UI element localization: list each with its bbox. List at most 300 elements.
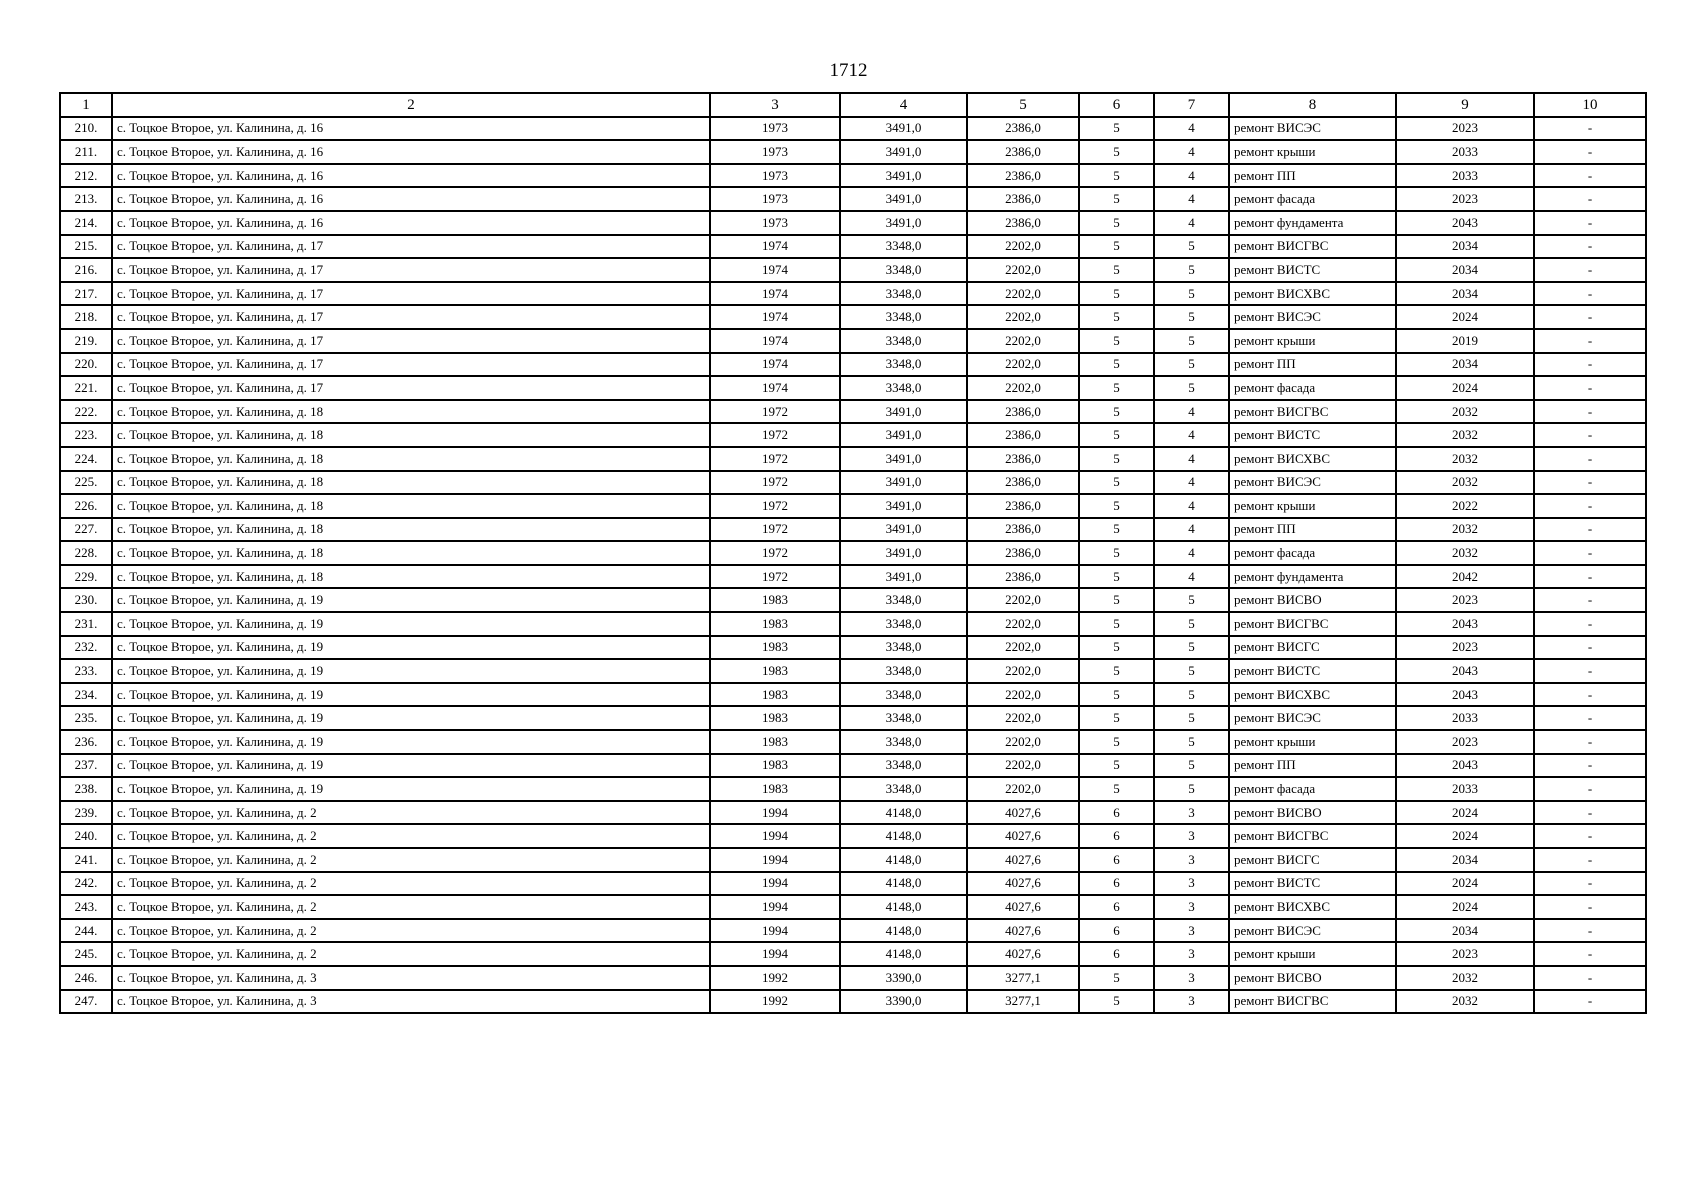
planned-year-cell: 2034: [1396, 235, 1534, 259]
note-cell: -: [1534, 494, 1646, 518]
note-cell: -: [1534, 353, 1646, 377]
work-type-cell: ремонт крыши: [1229, 942, 1396, 966]
living-area-cell: 2202,0: [967, 353, 1079, 377]
address-cell: с. Тоцкое Второе, ул. Калинина, д. 2: [112, 824, 710, 848]
living-area-cell: 2202,0: [967, 258, 1079, 282]
entrances-cell: 4: [1154, 494, 1229, 518]
work-type-cell: ремонт ПП: [1229, 164, 1396, 188]
table-row: [60, 777, 1646, 801]
table-row: [60, 494, 1646, 518]
note-cell: -: [1534, 895, 1646, 919]
entrances-cell: 4: [1154, 187, 1229, 211]
build-year-cell: 1972: [710, 447, 840, 471]
table-row: [60, 612, 1646, 636]
work-type-cell: ремонт фасада: [1229, 777, 1396, 801]
total-area-cell: 3491,0: [840, 447, 967, 471]
note-cell: -: [1534, 942, 1646, 966]
note-cell: -: [1534, 824, 1646, 848]
floors-cell: 5: [1079, 754, 1154, 778]
work-type-cell: ремонт ВИСВО: [1229, 588, 1396, 612]
total-area-cell: 3348,0: [840, 683, 967, 707]
total-area-cell: 4148,0: [840, 942, 967, 966]
row-number-cell: 243.: [60, 895, 112, 919]
note-cell: -: [1534, 683, 1646, 707]
planned-year-cell: 2024: [1396, 801, 1534, 825]
work-type-cell: ремонт ВИСВО: [1229, 966, 1396, 990]
build-year-cell: 1974: [710, 353, 840, 377]
table-row: [60, 305, 1646, 329]
floors-cell: 5: [1079, 400, 1154, 424]
note-cell: -: [1534, 919, 1646, 943]
row-number-cell: 247.: [60, 990, 112, 1014]
entrances-cell: 4: [1154, 565, 1229, 589]
row-number-cell: 246.: [60, 966, 112, 990]
work-type-cell: ремонт фундамента: [1229, 565, 1396, 589]
address-cell: с. Тоцкое Второе, ул. Калинина, д. 19: [112, 706, 710, 730]
address-cell: с. Тоцкое Второе, ул. Калинина, д. 17: [112, 282, 710, 306]
row-number-cell: 225.: [60, 471, 112, 495]
column-header: 7: [1154, 93, 1229, 117]
work-type-cell: ремонт ВИСЭС: [1229, 471, 1396, 495]
planned-year-cell: 2032: [1396, 518, 1534, 542]
row-number-cell: 238.: [60, 777, 112, 801]
total-area-cell: 3348,0: [840, 612, 967, 636]
row-number-cell: 231.: [60, 612, 112, 636]
row-number-cell: 230.: [60, 588, 112, 612]
living-area-cell: 2202,0: [967, 376, 1079, 400]
total-area-cell: 3348,0: [840, 636, 967, 660]
note-cell: -: [1534, 730, 1646, 754]
row-number-cell: 215.: [60, 235, 112, 259]
planned-year-cell: 2033: [1396, 140, 1534, 164]
floors-cell: 5: [1079, 966, 1154, 990]
note-cell: -: [1534, 305, 1646, 329]
living-area-cell: 2202,0: [967, 706, 1079, 730]
row-number-cell: 236.: [60, 730, 112, 754]
living-area-cell: 2202,0: [967, 777, 1079, 801]
note-cell: -: [1534, 966, 1646, 990]
build-year-cell: 1974: [710, 258, 840, 282]
entrances-cell: 5: [1154, 258, 1229, 282]
table-row: [60, 140, 1646, 164]
row-number-cell: 218.: [60, 305, 112, 329]
build-year-cell: 1994: [710, 895, 840, 919]
build-year-cell: 1973: [710, 117, 840, 141]
floors-cell: 5: [1079, 282, 1154, 306]
column-header: 10: [1534, 93, 1646, 117]
build-year-cell: 1994: [710, 872, 840, 896]
build-year-cell: 1983: [710, 754, 840, 778]
address-cell: с. Тоцкое Второе, ул. Калинина, д. 19: [112, 754, 710, 778]
note-cell: -: [1534, 140, 1646, 164]
living-area-cell: 2202,0: [967, 588, 1079, 612]
note-cell: -: [1534, 376, 1646, 400]
table-row: [60, 683, 1646, 707]
work-type-cell: ремонт фундамента: [1229, 211, 1396, 235]
row-number-cell: 239.: [60, 801, 112, 825]
row-number-cell: 217.: [60, 282, 112, 306]
page-number: 1712: [829, 60, 868, 81]
total-area-cell: 3348,0: [840, 353, 967, 377]
row-number-cell: 212.: [60, 164, 112, 188]
build-year-cell: 1972: [710, 471, 840, 495]
floors-cell: 5: [1079, 588, 1154, 612]
build-year-cell: 1992: [710, 966, 840, 990]
note-cell: -: [1534, 872, 1646, 896]
address-cell: с. Тоцкое Второе, ул. Калинина, д. 18: [112, 423, 710, 447]
planned-year-cell: 2024: [1396, 824, 1534, 848]
planned-year-cell: 2034: [1396, 919, 1534, 943]
build-year-cell: 1983: [710, 706, 840, 730]
table-row: [60, 659, 1646, 683]
total-area-cell: 3390,0: [840, 990, 967, 1014]
row-number-cell: 245.: [60, 942, 112, 966]
build-year-cell: 1994: [710, 942, 840, 966]
planned-year-cell: 2043: [1396, 683, 1534, 707]
column-header: 5: [967, 93, 1079, 117]
row-number-cell: 228.: [60, 541, 112, 565]
note-cell: -: [1534, 565, 1646, 589]
address-cell: с. Тоцкое Второе, ул. Калинина, д. 19: [112, 588, 710, 612]
address-cell: с. Тоцкое Второе, ул. Калинина, д. 2: [112, 942, 710, 966]
total-area-cell: 3348,0: [840, 376, 967, 400]
note-cell: -: [1534, 117, 1646, 141]
work-type-cell: ремонт ПП: [1229, 353, 1396, 377]
floors-cell: 5: [1079, 235, 1154, 259]
work-type-cell: ремонт ВИСВО: [1229, 801, 1396, 825]
build-year-cell: 1983: [710, 636, 840, 660]
floors-cell: 5: [1079, 683, 1154, 707]
floors-cell: 5: [1079, 117, 1154, 141]
address-cell: с. Тоцкое Второе, ул. Калинина, д. 18: [112, 541, 710, 565]
work-type-cell: ремонт крыши: [1229, 730, 1396, 754]
entrances-cell: 5: [1154, 683, 1229, 707]
table-row: [60, 164, 1646, 188]
address-cell: с. Тоцкое Второе, ул. Калинина, д. 19: [112, 730, 710, 754]
entrances-cell: 4: [1154, 117, 1229, 141]
floors-cell: 5: [1079, 518, 1154, 542]
living-area-cell: 4027,6: [967, 895, 1079, 919]
table-row: [60, 376, 1646, 400]
work-type-cell: ремонт фасада: [1229, 187, 1396, 211]
table-row: [60, 706, 1646, 730]
entrances-cell: 3: [1154, 895, 1229, 919]
entrances-cell: 5: [1154, 636, 1229, 660]
planned-year-cell: 2032: [1396, 966, 1534, 990]
table-row: [60, 423, 1646, 447]
build-year-cell: 1983: [710, 588, 840, 612]
build-year-cell: 1973: [710, 187, 840, 211]
entrances-cell: 4: [1154, 400, 1229, 424]
planned-year-cell: 2024: [1396, 895, 1534, 919]
note-cell: -: [1534, 447, 1646, 471]
work-type-cell: ремонт ВИСХВС: [1229, 683, 1396, 707]
entrances-cell: 4: [1154, 447, 1229, 471]
floors-cell: 5: [1079, 258, 1154, 282]
total-area-cell: 4148,0: [840, 919, 967, 943]
address-cell: с. Тоцкое Второе, ул. Калинина, д. 16: [112, 187, 710, 211]
planned-year-cell: 2043: [1396, 211, 1534, 235]
work-type-cell: ремонт ВИСЭС: [1229, 305, 1396, 329]
row-number-cell: 235.: [60, 706, 112, 730]
planned-year-cell: 2032: [1396, 423, 1534, 447]
work-type-cell: ремонт ВИСХВС: [1229, 895, 1396, 919]
note-cell: -: [1534, 518, 1646, 542]
note-cell: -: [1534, 636, 1646, 660]
planned-year-cell: 2024: [1396, 872, 1534, 896]
column-header: 9: [1396, 93, 1534, 117]
table-row: [60, 942, 1646, 966]
floors-cell: 5: [1079, 494, 1154, 518]
entrances-cell: 5: [1154, 305, 1229, 329]
floors-cell: 5: [1079, 659, 1154, 683]
floors-cell: 5: [1079, 706, 1154, 730]
living-area-cell: 2386,0: [967, 140, 1079, 164]
total-area-cell: 4148,0: [840, 848, 967, 872]
planned-year-cell: 2023: [1396, 636, 1534, 660]
entrances-cell: 5: [1154, 706, 1229, 730]
living-area-cell: 4027,6: [967, 801, 1079, 825]
entrances-cell: 3: [1154, 942, 1229, 966]
note-cell: -: [1534, 848, 1646, 872]
entrances-cell: 4: [1154, 140, 1229, 164]
living-area-cell: 4027,6: [967, 919, 1079, 943]
table-row: [60, 565, 1646, 589]
work-type-cell: ремонт ВИСГС: [1229, 848, 1396, 872]
table-row: [60, 895, 1646, 919]
column-header: 4: [840, 93, 967, 117]
living-area-cell: 4027,6: [967, 872, 1079, 896]
living-area-cell: 2202,0: [967, 305, 1079, 329]
living-area-cell: 2202,0: [967, 329, 1079, 353]
living-area-cell: 2202,0: [967, 235, 1079, 259]
total-area-cell: 3491,0: [840, 423, 967, 447]
planned-year-cell: 2023: [1396, 187, 1534, 211]
total-area-cell: 3348,0: [840, 706, 967, 730]
column-header: 3: [710, 93, 840, 117]
living-area-cell: 2386,0: [967, 518, 1079, 542]
total-area-cell: 3491,0: [840, 187, 967, 211]
entrances-cell: 5: [1154, 588, 1229, 612]
build-year-cell: 1983: [710, 730, 840, 754]
build-year-cell: 1973: [710, 140, 840, 164]
address-cell: с. Тоцкое Второе, ул. Калинина, д. 19: [112, 612, 710, 636]
floors-cell: 5: [1079, 376, 1154, 400]
table-row: [60, 471, 1646, 495]
planned-year-cell: 2033: [1396, 164, 1534, 188]
work-type-cell: ремонт ВИСГВС: [1229, 824, 1396, 848]
entrances-cell: 4: [1154, 423, 1229, 447]
planned-year-cell: 2023: [1396, 730, 1534, 754]
total-area-cell: 3491,0: [840, 117, 967, 141]
work-type-cell: ремонт ВИСТС: [1229, 258, 1396, 282]
build-year-cell: 1973: [710, 211, 840, 235]
living-area-cell: 3277,1: [967, 990, 1079, 1014]
work-type-cell: ремонт крыши: [1229, 140, 1396, 164]
row-number-cell: 244.: [60, 919, 112, 943]
build-year-cell: 1994: [710, 801, 840, 825]
note-cell: -: [1534, 282, 1646, 306]
planned-year-cell: 2023: [1396, 117, 1534, 141]
address-cell: с. Тоцкое Второе, ул. Калинина, д. 18: [112, 400, 710, 424]
total-area-cell: 3348,0: [840, 730, 967, 754]
address-cell: с. Тоцкое Второе, ул. Калинина, д. 2: [112, 872, 710, 896]
total-area-cell: 3491,0: [840, 518, 967, 542]
build-year-cell: 1974: [710, 376, 840, 400]
row-number-cell: 223.: [60, 423, 112, 447]
total-area-cell: 3491,0: [840, 494, 967, 518]
floors-cell: 5: [1079, 353, 1154, 377]
build-year-cell: 1992: [710, 990, 840, 1014]
note-cell: -: [1534, 801, 1646, 825]
build-year-cell: 1983: [710, 612, 840, 636]
living-area-cell: 2386,0: [967, 565, 1079, 589]
entrances-cell: 3: [1154, 848, 1229, 872]
address-cell: с. Тоцкое Второе, ул. Калинина, д. 18: [112, 565, 710, 589]
planned-year-cell: 2043: [1396, 659, 1534, 683]
total-area-cell: 3491,0: [840, 211, 967, 235]
entrances-cell: 5: [1154, 659, 1229, 683]
entrances-cell: 3: [1154, 919, 1229, 943]
note-cell: -: [1534, 423, 1646, 447]
floors-cell: 6: [1079, 919, 1154, 943]
planned-year-cell: 2034: [1396, 848, 1534, 872]
floors-cell: 5: [1079, 305, 1154, 329]
row-number-cell: 219.: [60, 329, 112, 353]
entrances-cell: 5: [1154, 777, 1229, 801]
work-type-cell: ремонт ВИСЭС: [1229, 919, 1396, 943]
entrances-cell: 5: [1154, 235, 1229, 259]
address-cell: с. Тоцкое Второе, ул. Калинина, д. 19: [112, 683, 710, 707]
entrances-cell: 5: [1154, 376, 1229, 400]
work-type-cell: ремонт ВИСТС: [1229, 659, 1396, 683]
row-number-cell: 214.: [60, 211, 112, 235]
note-cell: -: [1534, 588, 1646, 612]
planned-year-cell: 2033: [1396, 706, 1534, 730]
floors-cell: 5: [1079, 211, 1154, 235]
total-area-cell: 3348,0: [840, 588, 967, 612]
floors-cell: 5: [1079, 990, 1154, 1014]
total-area-cell: 3348,0: [840, 777, 967, 801]
planned-year-cell: 2019: [1396, 329, 1534, 353]
address-cell: с. Тоцкое Второе, ул. Калинина, д. 18: [112, 518, 710, 542]
note-cell: -: [1534, 211, 1646, 235]
planned-year-cell: 2034: [1396, 258, 1534, 282]
floors-cell: 6: [1079, 801, 1154, 825]
floors-cell: 5: [1079, 777, 1154, 801]
note-cell: -: [1534, 706, 1646, 730]
living-area-cell: 2202,0: [967, 659, 1079, 683]
row-number-cell: 222.: [60, 400, 112, 424]
living-area-cell: 2386,0: [967, 117, 1079, 141]
living-area-cell: 2202,0: [967, 754, 1079, 778]
living-area-cell: 2386,0: [967, 211, 1079, 235]
floors-cell: 5: [1079, 471, 1154, 495]
build-year-cell: 1974: [710, 235, 840, 259]
living-area-cell: 2202,0: [967, 636, 1079, 660]
living-area-cell: 2202,0: [967, 730, 1079, 754]
entrances-cell: 5: [1154, 754, 1229, 778]
build-year-cell: 1983: [710, 683, 840, 707]
floors-cell: 6: [1079, 872, 1154, 896]
work-type-cell: ремонт ВИСГВС: [1229, 235, 1396, 259]
address-cell: с. Тоцкое Второе, ул. Калинина, д. 16: [112, 117, 710, 141]
row-number-cell: 210.: [60, 117, 112, 141]
floors-cell: 5: [1079, 187, 1154, 211]
work-type-cell: ремонт фасада: [1229, 376, 1396, 400]
work-type-cell: ремонт ВИСХВС: [1229, 282, 1396, 306]
entrances-cell: 5: [1154, 282, 1229, 306]
column-header: 8: [1229, 93, 1396, 117]
living-area-cell: 2202,0: [967, 612, 1079, 636]
total-area-cell: 4148,0: [840, 801, 967, 825]
entrances-cell: 5: [1154, 353, 1229, 377]
living-area-cell: 2386,0: [967, 164, 1079, 188]
note-cell: -: [1534, 258, 1646, 282]
table-row: [60, 824, 1646, 848]
build-year-cell: 1972: [710, 541, 840, 565]
floors-cell: 6: [1079, 895, 1154, 919]
work-type-cell: ремонт ПП: [1229, 754, 1396, 778]
table-row: [60, 329, 1646, 353]
note-cell: -: [1534, 329, 1646, 353]
work-type-cell: ремонт ВИСГВС: [1229, 990, 1396, 1014]
entrances-cell: 5: [1154, 730, 1229, 754]
living-area-cell: 4027,6: [967, 824, 1079, 848]
entrances-cell: 5: [1154, 329, 1229, 353]
floors-cell: 6: [1079, 848, 1154, 872]
row-number-cell: 242.: [60, 872, 112, 896]
living-area-cell: 2202,0: [967, 683, 1079, 707]
build-year-cell: 1973: [710, 164, 840, 188]
table-body: [60, 117, 1646, 1014]
total-area-cell: 3348,0: [840, 754, 967, 778]
entrances-cell: 3: [1154, 966, 1229, 990]
table-header-row: [60, 93, 1646, 117]
table-row: [60, 588, 1646, 612]
address-cell: с. Тоцкое Второе, ул. Калинина, д. 19: [112, 777, 710, 801]
note-cell: -: [1534, 400, 1646, 424]
table-row: [60, 966, 1646, 990]
living-area-cell: 2386,0: [967, 187, 1079, 211]
row-number-cell: 226.: [60, 494, 112, 518]
entrances-cell: 4: [1154, 211, 1229, 235]
row-number-cell: 229.: [60, 565, 112, 589]
work-type-cell: ремонт ВИСТС: [1229, 423, 1396, 447]
address-cell: с. Тоцкое Второе, ул. Калинина, д. 18: [112, 447, 710, 471]
column-header: 1: [60, 93, 112, 117]
work-type-cell: ремонт крыши: [1229, 329, 1396, 353]
table-row: [60, 730, 1646, 754]
work-type-cell: ремонт ВИСХВС: [1229, 447, 1396, 471]
living-area-cell: 2386,0: [967, 494, 1079, 518]
work-type-cell: ремонт ВИСГС: [1229, 636, 1396, 660]
build-year-cell: 1972: [710, 518, 840, 542]
work-type-cell: ремонт ВИСЭС: [1229, 706, 1396, 730]
note-cell: -: [1534, 659, 1646, 683]
entrances-cell: 3: [1154, 824, 1229, 848]
entrances-cell: 4: [1154, 164, 1229, 188]
table-row: [60, 636, 1646, 660]
table-row: [60, 848, 1646, 872]
entrances-cell: 4: [1154, 471, 1229, 495]
floors-cell: 5: [1079, 329, 1154, 353]
build-year-cell: 1972: [710, 494, 840, 518]
total-area-cell: 3390,0: [840, 966, 967, 990]
build-year-cell: 1974: [710, 329, 840, 353]
total-area-cell: 3348,0: [840, 329, 967, 353]
living-area-cell: 2386,0: [967, 447, 1079, 471]
